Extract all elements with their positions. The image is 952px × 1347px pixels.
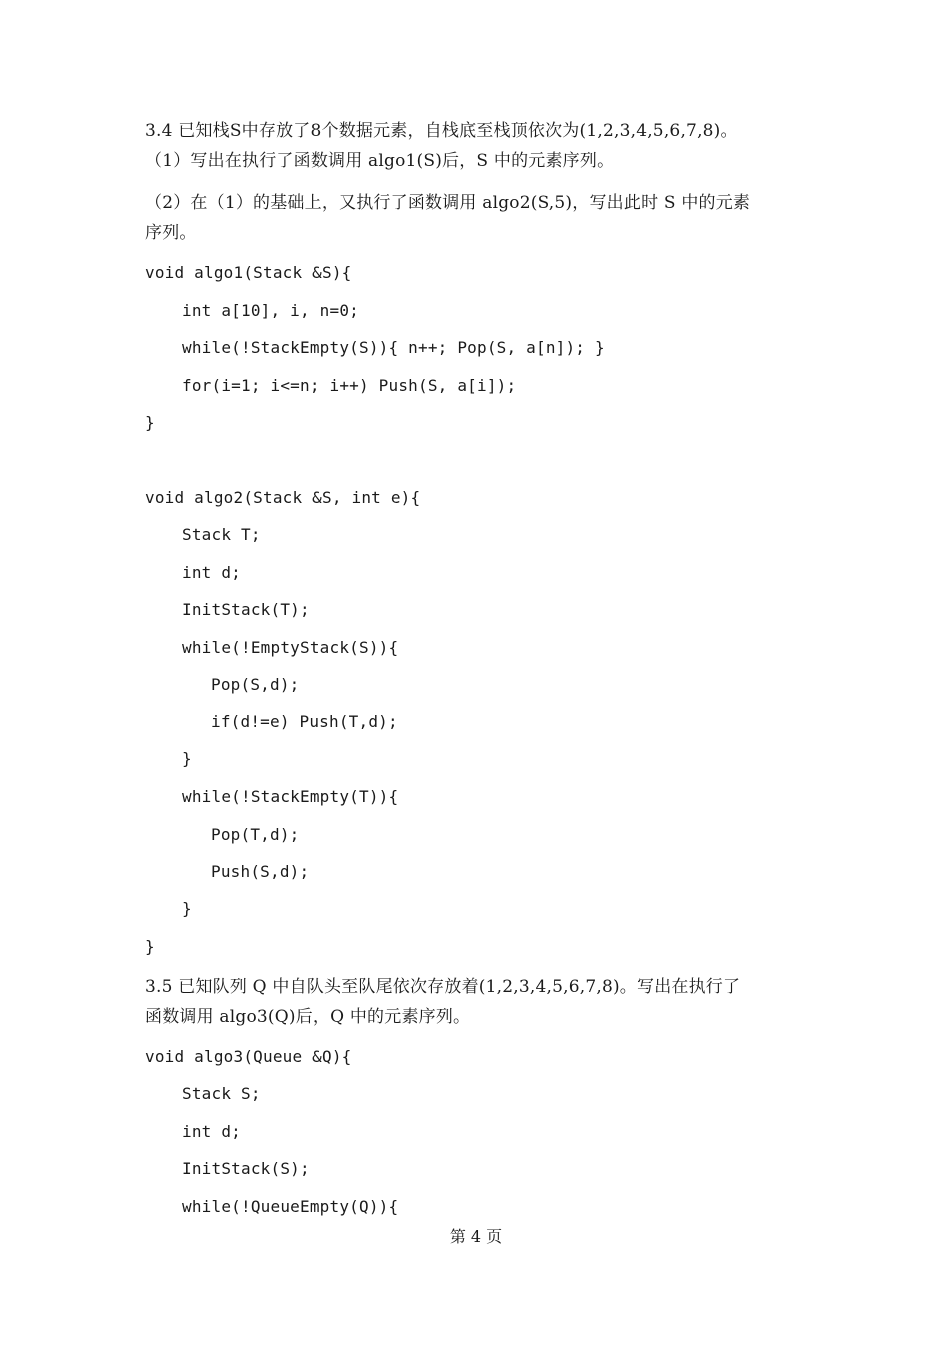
algo3-code-line: InitStack(S); bbox=[182, 1159, 310, 1178]
algo2-code-line: int d; bbox=[182, 563, 241, 582]
question-3-4-part-1: （1）写出在执行了函数调用 algo1(S)后，S 中的元素序列。 bbox=[145, 151, 615, 171]
algo2-code-line: if(d!=e) Push(T,d); bbox=[211, 712, 398, 731]
algo3-code-line: while(!QueueEmpty(Q)){ bbox=[182, 1197, 399, 1216]
algo2-code-line: } bbox=[182, 749, 192, 768]
algo3-code-line: int d; bbox=[182, 1122, 241, 1141]
algo2-code-line: while(!EmptyStack(S)){ bbox=[182, 638, 399, 657]
question-3-5-title-line-2: 函数调用 algo3(Q)后，Q 中的元素序列。 bbox=[145, 1007, 471, 1027]
algo2-code-line: Pop(T,d); bbox=[211, 825, 300, 844]
algo2-code-line: Push(S,d); bbox=[211, 862, 310, 881]
algo2-code-line: while(!StackEmpty(T)){ bbox=[182, 787, 399, 806]
algo1-code-line: void algo1(Stack &S){ bbox=[145, 263, 352, 282]
algo2-code-line: Stack T; bbox=[182, 525, 261, 544]
question-3-4-part-2-line-1: （2）在（1）的基础上，又执行了函数调用 algo2(S,5)，写出此时 S 中的元素 bbox=[145, 193, 751, 213]
algo2-code-line: void algo2(Stack &S, int e){ bbox=[145, 488, 421, 507]
algo2-code-line: Pop(S,d); bbox=[211, 675, 300, 694]
algo3-code-line: Stack S; bbox=[182, 1084, 261, 1103]
algo2-code-line: InitStack(T); bbox=[182, 600, 310, 619]
algo1-code-line: while(!StackEmpty(S)){ n++; Pop(S, a[n]); } bbox=[182, 338, 605, 357]
question-3-4-title: 3.4 已知栈S中存放了8个数据元素，自栈底至栈顶依次为(1,2,3,4,5,6,7,8)。 bbox=[145, 121, 738, 141]
question-3-5-title-line-1: 3.5 已知队列 Q 中自队头至队尾依次存放着(1,2,3,4,5,6,7,8)。写出在执行了 bbox=[145, 977, 741, 997]
algo3-code-line: void algo3(Queue &Q){ bbox=[145, 1047, 352, 1066]
algo1-code-line: } bbox=[145, 413, 155, 432]
algo1-code-line: int a[10], i, n=0; bbox=[182, 301, 359, 320]
page-number: 第 4 页 bbox=[449, 1227, 503, 1246]
algo1-code-line: for(i=1; i<=n; i++) Push(S, a[i]); bbox=[182, 376, 517, 395]
algo2-code-line: } bbox=[145, 937, 155, 956]
algo2-code-line: } bbox=[182, 899, 192, 918]
question-3-4-part-2-line-2: 序列。 bbox=[145, 223, 197, 243]
